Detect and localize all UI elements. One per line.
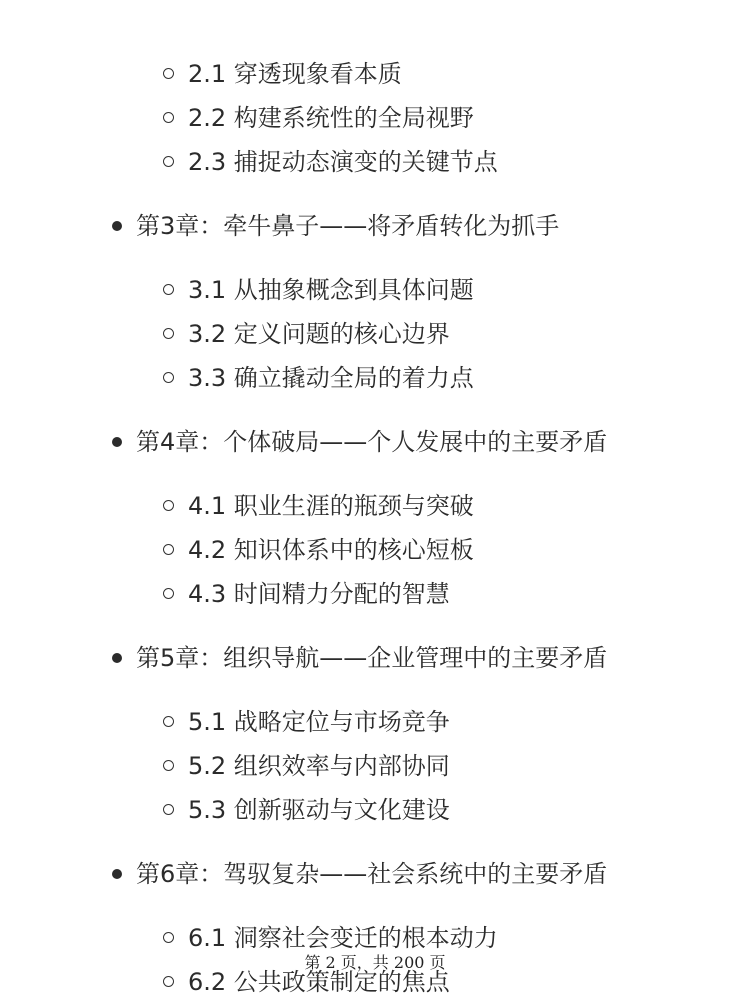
hollow-bullet-icon [163, 284, 174, 295]
toc-subsection-label: 3.2 定义问题的核心边界 [188, 320, 450, 348]
page-number-footer: 第 2 页，共 200 页 [304, 953, 446, 972]
toc-subsection [0, 700, 750, 744]
toc-subsection-label: 4.2 知识体系中的核心短板 [188, 536, 474, 564]
toc-subsection-label: 2.3 捕捉动态演变的关键节点 [188, 148, 498, 176]
solid-bullet-icon [112, 653, 122, 663]
toc-subsection-label: 5.3 创新驱动与文化建设 [188, 796, 450, 824]
hollow-bullet-icon [163, 588, 174, 599]
solid-bullet-icon [112, 221, 122, 231]
toc-chapter [0, 846, 750, 902]
hollow-bullet-icon [163, 500, 174, 511]
toc-subsection [0, 312, 750, 356]
toc-subsection [0, 356, 750, 400]
toc-subsection-label: 2.2 构建系统性的全局视野 [188, 104, 474, 132]
toc-subsection-label: 5.2 组织效率与内部协同 [188, 752, 450, 780]
toc-subsection [0, 140, 750, 184]
toc-subsection [0, 484, 750, 528]
toc-subsection-label: 4.1 职业生涯的瓶颈与突破 [188, 492, 474, 520]
toc-chapter [0, 414, 750, 470]
hollow-bullet-icon [163, 716, 174, 727]
toc-chapter [0, 630, 750, 686]
toc-subsection [0, 572, 750, 616]
hollow-bullet-icon [163, 932, 174, 943]
hollow-bullet-icon [163, 68, 174, 79]
toc-chapter-label: 第4章：个体破局——个人发展中的主要矛盾 [136, 428, 608, 456]
table-of-contents [0, 52, 750, 1004]
hollow-bullet-icon [163, 156, 174, 167]
toc-subsection [0, 788, 750, 832]
toc-subsection [0, 528, 750, 572]
toc-chapter-label: 第3章：牵牛鼻子——将矛盾转化为抓手 [136, 212, 560, 240]
toc-chapter-label: 第5章：组织导航——企业管理中的主要矛盾 [136, 644, 608, 672]
hollow-bullet-icon [163, 112, 174, 123]
toc-chapter [0, 198, 750, 254]
hollow-bullet-icon [163, 760, 174, 771]
toc-subsection-label: 3.1 从抽象概念到具体问题 [188, 276, 474, 304]
toc-subsection-label: 2.1 穿透现象看本质 [188, 60, 402, 88]
toc-subsection [0, 96, 750, 140]
toc-subsection [0, 52, 750, 96]
hollow-bullet-icon [163, 328, 174, 339]
hollow-bullet-icon [163, 804, 174, 815]
hollow-bullet-icon [163, 372, 174, 383]
hollow-bullet-icon [163, 976, 174, 987]
solid-bullet-icon [112, 869, 122, 879]
toc-subsection [0, 268, 750, 312]
toc-subsection-label: 4.3 时间精力分配的智慧 [188, 580, 450, 608]
hollow-bullet-icon [163, 544, 174, 555]
toc-subsection-label: 3.3 确立撬动全局的着力点 [188, 364, 474, 392]
solid-bullet-icon [112, 437, 122, 447]
toc-subsection-label: 6.1 洞察社会变迁的根本动力 [188, 924, 498, 952]
toc-chapter-label: 第6章：驾驭复杂——社会系统中的主要矛盾 [136, 860, 608, 888]
toc-subsection-label: 5.1 战略定位与市场竞争 [188, 708, 450, 736]
toc-subsection-label: 6.2 公共政策制定的焦点 [188, 968, 450, 996]
toc-subsection [0, 744, 750, 788]
